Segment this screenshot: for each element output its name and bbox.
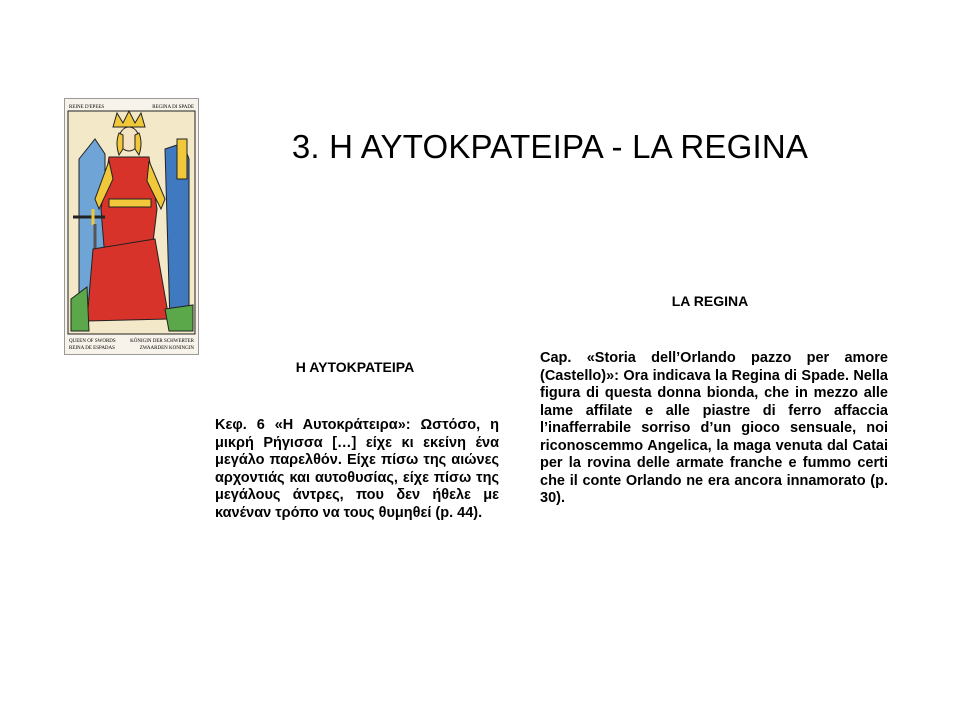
queen-of-swords-card-image (64, 98, 199, 355)
right-column-quote: Cap. «Storia dell’Orlando pazzo per amore (Castello)»: Ora indicava la Regina di Spade. Nella figura di questa donna bionda, che in mezzo alle lame affilate e alle piastre di ferro affaccia l’inafferrabile sorriso d’un gioco sensuale, noi riconoscemmo Angelica, la maga venuta dal Catai per la rovina delle armate franche e fummo certi che il conte Orlando ne era ancora innamorato (p. 30). (540, 350, 888, 506)
card-label-top-right: REGINA DI SPADE (152, 105, 194, 110)
card-label-bottom-left-2: REINA DE ESPADAS (69, 346, 115, 351)
card-label-top-left: REINE D'EPEES (69, 105, 105, 110)
card-label-bottom-right-2: ZWAARDEN KONINGIN (139, 346, 194, 351)
card-label-bottom-left-1: QUEEN OF SWORDS (69, 339, 116, 344)
slide-title: 3. Η ΑΥΤΟΚΡΑΤΕΙΡΑ - LA REGINA (291, 128, 809, 165)
left-column-heading: Η ΑΥΤΟΚΡΑΤΕΙΡΑ (295, 359, 415, 375)
left-column-quote: Κεφ. 6 «Η Αυτοκράτειρα»: Ωστόσο, η μικρή Ρήγισσα […] είχε κι εκείνη ένα μεγάλο παρελθόν. Είχε πίσω της αιώνες αρχοντιάς και αυτοθυσίας, είχε πίσω της μεγάλους άντρες, που δεν ήθελε με κανέναν τρόπο να τους θυμηθεί (p. 44). (215, 417, 499, 521)
right-column-heading: LA REGINA (671, 293, 749, 309)
card-label-bottom-right-1: KÖNIGIN DER SCHWERTER (130, 339, 194, 344)
